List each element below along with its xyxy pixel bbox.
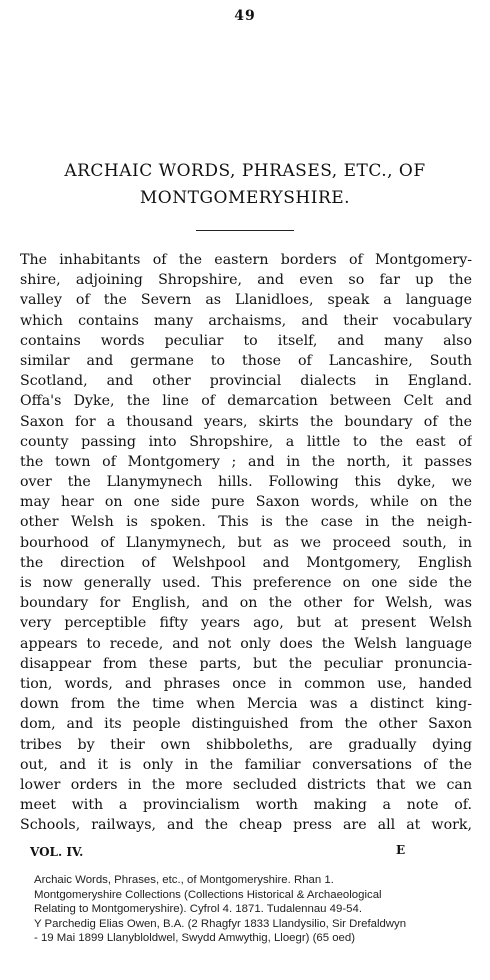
body-line: contains words peculiar to itself, and many also xyxy=(20,332,472,349)
body-line: county passing into Shropshire, a little to the east of xyxy=(20,433,472,450)
body-line: Schools, railways, and the cheap press are all at work, xyxy=(20,817,472,834)
signature-mark: E xyxy=(396,843,406,857)
body-line: down from the time when Mercia was a distinct king- xyxy=(20,696,472,713)
body-line: the town of Montgomery ; and in the north, it passes xyxy=(20,453,472,470)
body-line: dom, and its people distinguished from the other Saxon xyxy=(20,716,472,733)
body-line: tribes by their own shibboleths, are gradually dying xyxy=(20,736,472,753)
body-text xyxy=(20,250,472,835)
body-line: very perceptible fifty years ago, but at present Welsh xyxy=(20,615,472,632)
caption-line: Relating to Montgomeryshire). Cyfrol 4. 1871. Tudalennau 49-54. xyxy=(34,903,362,916)
body-line: valley of the Severn as Llanidloes, speak a language xyxy=(20,292,472,309)
body-line: Scotland, and other provincial dialects in England. xyxy=(20,373,472,390)
body-line: The inhabitants of the eastern borders of Montgomery- xyxy=(20,252,472,268)
body-line: other Welsh is spoken. This is the case in the neigh- xyxy=(20,514,472,531)
body-line: disappear from these parts, but the peculiar pronuncia- xyxy=(20,655,472,672)
body-line: shire, adjoining Shropshire, and even so far up the xyxy=(20,272,472,289)
caption-line: Y Parchedig Elias Owen, B.A. (2 Rhagfyr 1833 Llandysilio, Sir Drefaldwyn xyxy=(34,917,407,930)
title-line-2: MONTGOMERYSHIRE. xyxy=(139,188,351,208)
page-number: 49 xyxy=(234,8,256,24)
caption xyxy=(34,873,464,946)
volume-label: VOL. IV. xyxy=(30,845,84,859)
body-line: bourhood of Llanymynech, but as we proceed south, in xyxy=(20,534,472,551)
body-line: appears to recede, and not only does the Welsh language xyxy=(20,635,472,652)
body-line: over the Llanymynech hills. Following this dyke, we xyxy=(20,474,472,491)
title-rule xyxy=(196,230,294,231)
body-line: lower orders in the more secluded districts that we can xyxy=(20,776,472,793)
body-line: the direction of Welshpool and Montgomery, English xyxy=(20,554,472,571)
body-line: which contains many archaisms, and their vocabulary xyxy=(20,312,472,329)
body-line: meet with a provincialism worth making a note of. xyxy=(20,797,472,814)
title-line-1: ARCHAIC WORDS, PHRASES, ETC., OF xyxy=(64,161,426,181)
body-line: Saxon for a thousand years, skirts the boundary of the xyxy=(20,413,472,430)
caption-line: Montgomeryshire Collections (Collections Historical & Archaeological xyxy=(34,888,382,901)
body-line: may hear on one side pure Saxon words, while on the xyxy=(20,494,472,511)
article-title xyxy=(20,158,470,212)
body-line: Offa's Dyke, the line of demarcation between Celt and xyxy=(20,393,472,410)
body-line: similar and germane to those of Lancashire, South xyxy=(20,352,472,369)
body-line: tion, words, and phrases once in common use, handed xyxy=(20,675,472,692)
body-line: boundary for English, and on the other for Welsh, was xyxy=(20,595,472,612)
body-line: out, and it is only in the familiar conversations of the xyxy=(20,756,472,773)
body-line: is now generally used. This preference on one side the xyxy=(20,575,472,591)
caption-line: Archaic Words, Phrases, etc., of Montgomeryshire. Rhan 1. xyxy=(34,874,334,886)
caption-line: - 19 Mai 1899 Llanybloldwel, Swydd Amwythig, Lloegr) (65 oed) xyxy=(34,932,356,945)
